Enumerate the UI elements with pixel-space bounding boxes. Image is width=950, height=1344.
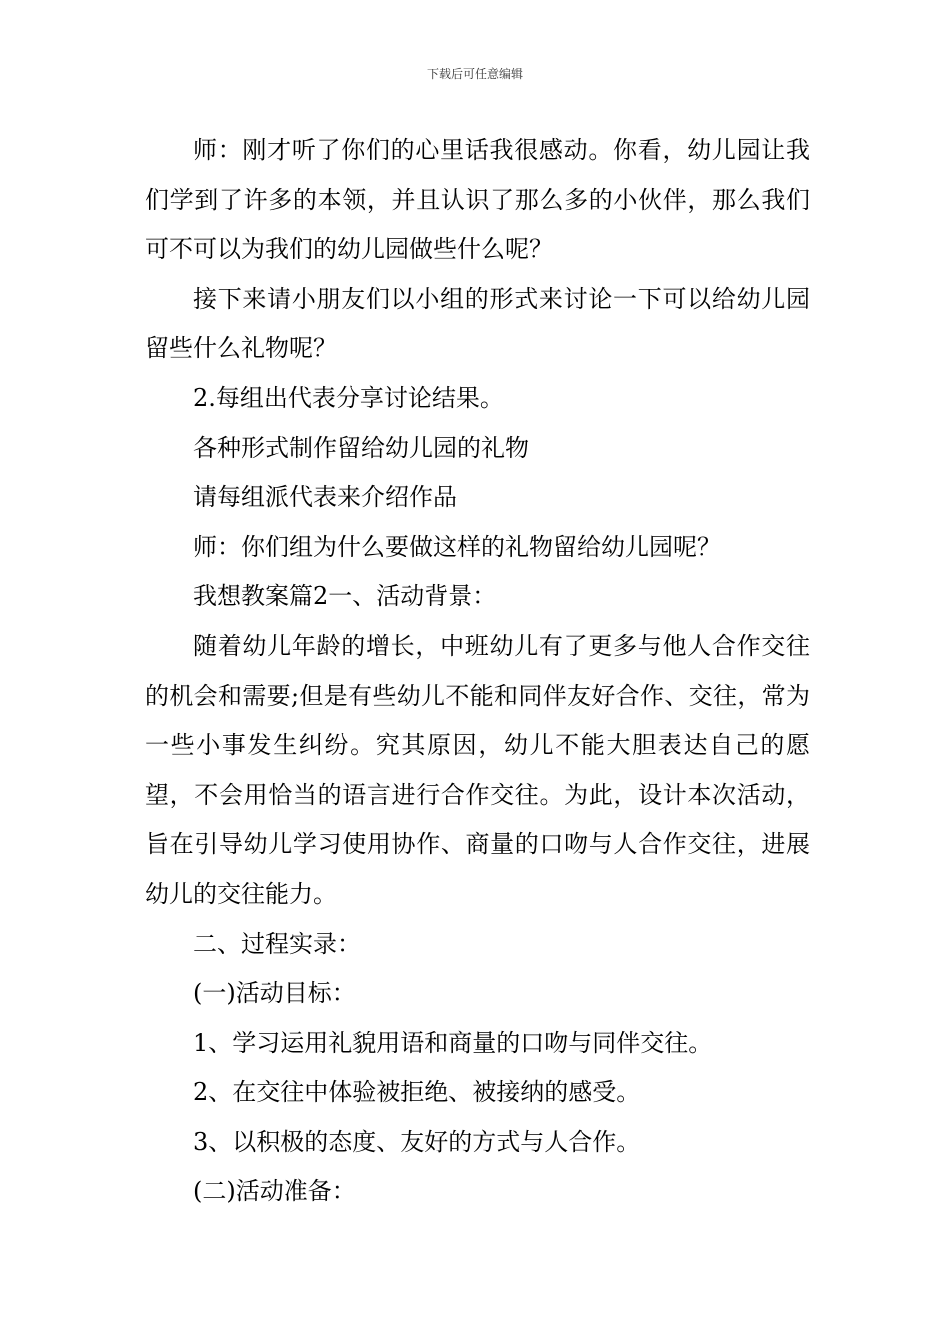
paragraph: 各种形式制作留给幼儿园的礼物 (193, 433, 529, 462)
paragraph: 师：你们组为什么要做这样的礼物留给幼儿园呢？ (193, 532, 721, 561)
paragraph: 接下来请小朋友们以小组的形式来讨论一下可以给幼儿园留些什么礼物呢？ (145, 284, 810, 363)
section-heading: 二、过程实录： (193, 929, 361, 958)
page-header-note: 下载后可任意编辑 (426, 67, 523, 81)
paragraph: 随着幼儿年龄的增长，中班幼儿有了更多与他人合作交往的机会和需要;但是有些幼儿不能和同伴友好合作、交往，常为一些小事发生纠纷。究其原因，幼儿不能大胆表达自己的愿望，不会用恰当的语言进行合作交往。为此，设计本次活动，旨在引导幼儿学习使用协作、商量的口吻与人合作交往，进展幼儿的交往能力。 (145, 631, 810, 908)
document-body (145, 126, 810, 1217)
subsection-heading: (二)活动准备： (193, 1177, 356, 1206)
paragraph: 师：刚才听了你们的心里话我很感动。你看，幼儿园让我们学到了许多的本领，并且认识了那么多的小伙伴，那么我们可不可以为我们的幼儿园做些什么呢？ (145, 136, 810, 264)
list-item: 1、学习运用礼貌用语和商量的口吻与同伴交往。 (193, 1028, 713, 1057)
section-heading: 我想教案篇2一、活动背景： (193, 582, 497, 611)
list-item: 2、在交往中体验被拒绝、被接纳的感受。 (193, 1078, 641, 1107)
subsection-heading: (一)活动目标： (193, 979, 356, 1008)
list-item: 3、以积极的态度、友好的方式与人合作。 (193, 1127, 641, 1156)
paragraph: 请每组派代表来介绍作品 (193, 483, 457, 512)
paragraph: 2.每组出代表分享讨论结果。 (193, 383, 504, 412)
